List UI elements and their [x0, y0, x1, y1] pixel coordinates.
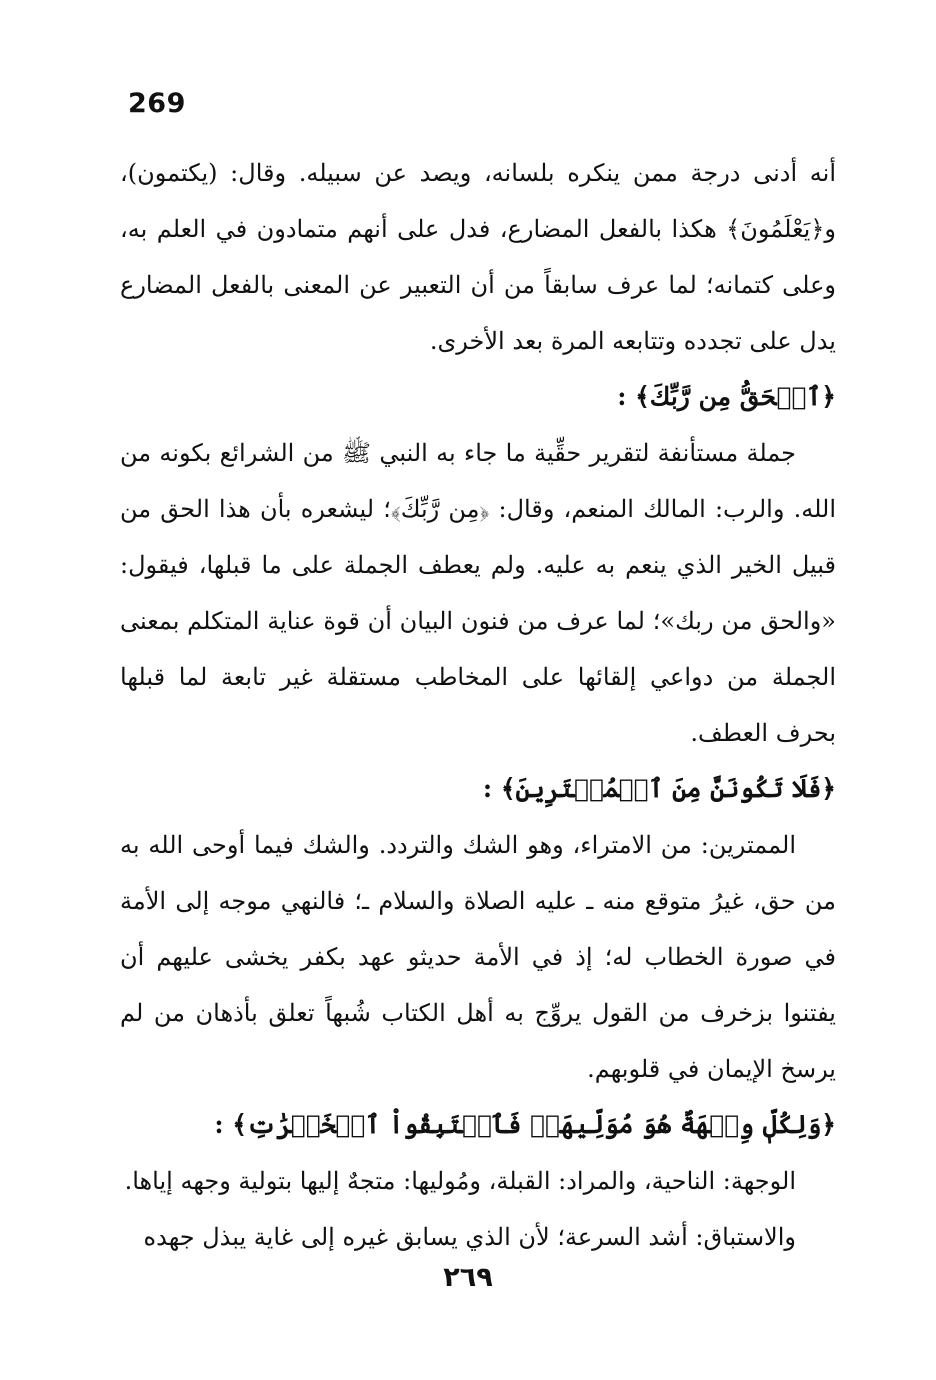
paragraph-1: أنه أدنى درجة ممن ينكره بلسانه، ويصد عن سبيله. وقال: (يكتمون)، و﴿يَعْلَمُونَ﴾ هكذا بالفعل المضارع، فدل على أنهم متمادون في العلم به، وعلى كتمانه؛ لما عرف سابقاً من أن التعبير عن المعنى بالفعل المضارع يدل على تجدده وتتابعه المرة بعد الأخرى. [120, 159, 836, 355]
verse-heading-1: ﴿ٱلۡحَقُّ مِن رَّبِّكَ﴾ : [617, 382, 836, 411]
paragraph-4: الوجهة: الناحية، والمراد: القبلة، ومُوليها: متجهٌ إليها بتولية وجهه إياها. [124, 1167, 796, 1195]
verse-heading-3: ﴿وَلِكُلّٖ وِجۡهَةٌ هُوَ مُوَلِّيهَاۖ فَٱسۡتَبِقُواْ ٱلۡخَيۡرَٰتِ﴾ : [214, 1110, 836, 1139]
footer-page-number: ٢٦٩ [443, 1262, 493, 1293]
paragraph-5: والاستباق: أشد السرعة؛ لأن الذي يسابق غيره إلى غاية يبذل جهده [143, 1223, 796, 1251]
verse-heading-2: ﴿فَلَا تَكُونَنَّ مِنَ ٱلۡمُمۡتَرِينَ﴾ : [482, 774, 836, 803]
page-number: 269 [128, 88, 186, 119]
paragraph-3: الممترين: من الامتراء، وهو الشك والتردد. والشك فيما أوحى الله به من حق، غيرُ متوقع منه ـ عليه الصلاة والسلام ـ؛ فالنهي موجه إلى الأمة في صورة الخطاب له؛ إذ في الأمة حديثو عهد بكفر يخشى عليهم أن يفتنوا بزخرف من القول يروِّج به أهل الكتاب شُبهاً تعلق بأذهان من لم يرسخ الإيمان في قلوبهم. [120, 831, 836, 1083]
body-text [120, 145, 836, 1265]
paragraph-2: جملة مستأنفة لتقرير حقِّية ما جاء به النبي ﷺ من الشرائع بكونه من الله. والرب: المالك المنعم، وقال: ﴿مِن رَّبِّكَ﴾؛ ليشعره بأن هذا الحق من قبيل الخير الذي ينعم به عليه. ولم يعطف الجملة على ما قبلها، فيقول: «والحق من ربك»؛ لما عرف من فنون البيان أن قوة عناية المتكلم بمعنى الجملة من دواعي إلقائها على المخاطب مستقلة غير تابعة لما قبلها بحرف العطف. [120, 439, 836, 747]
